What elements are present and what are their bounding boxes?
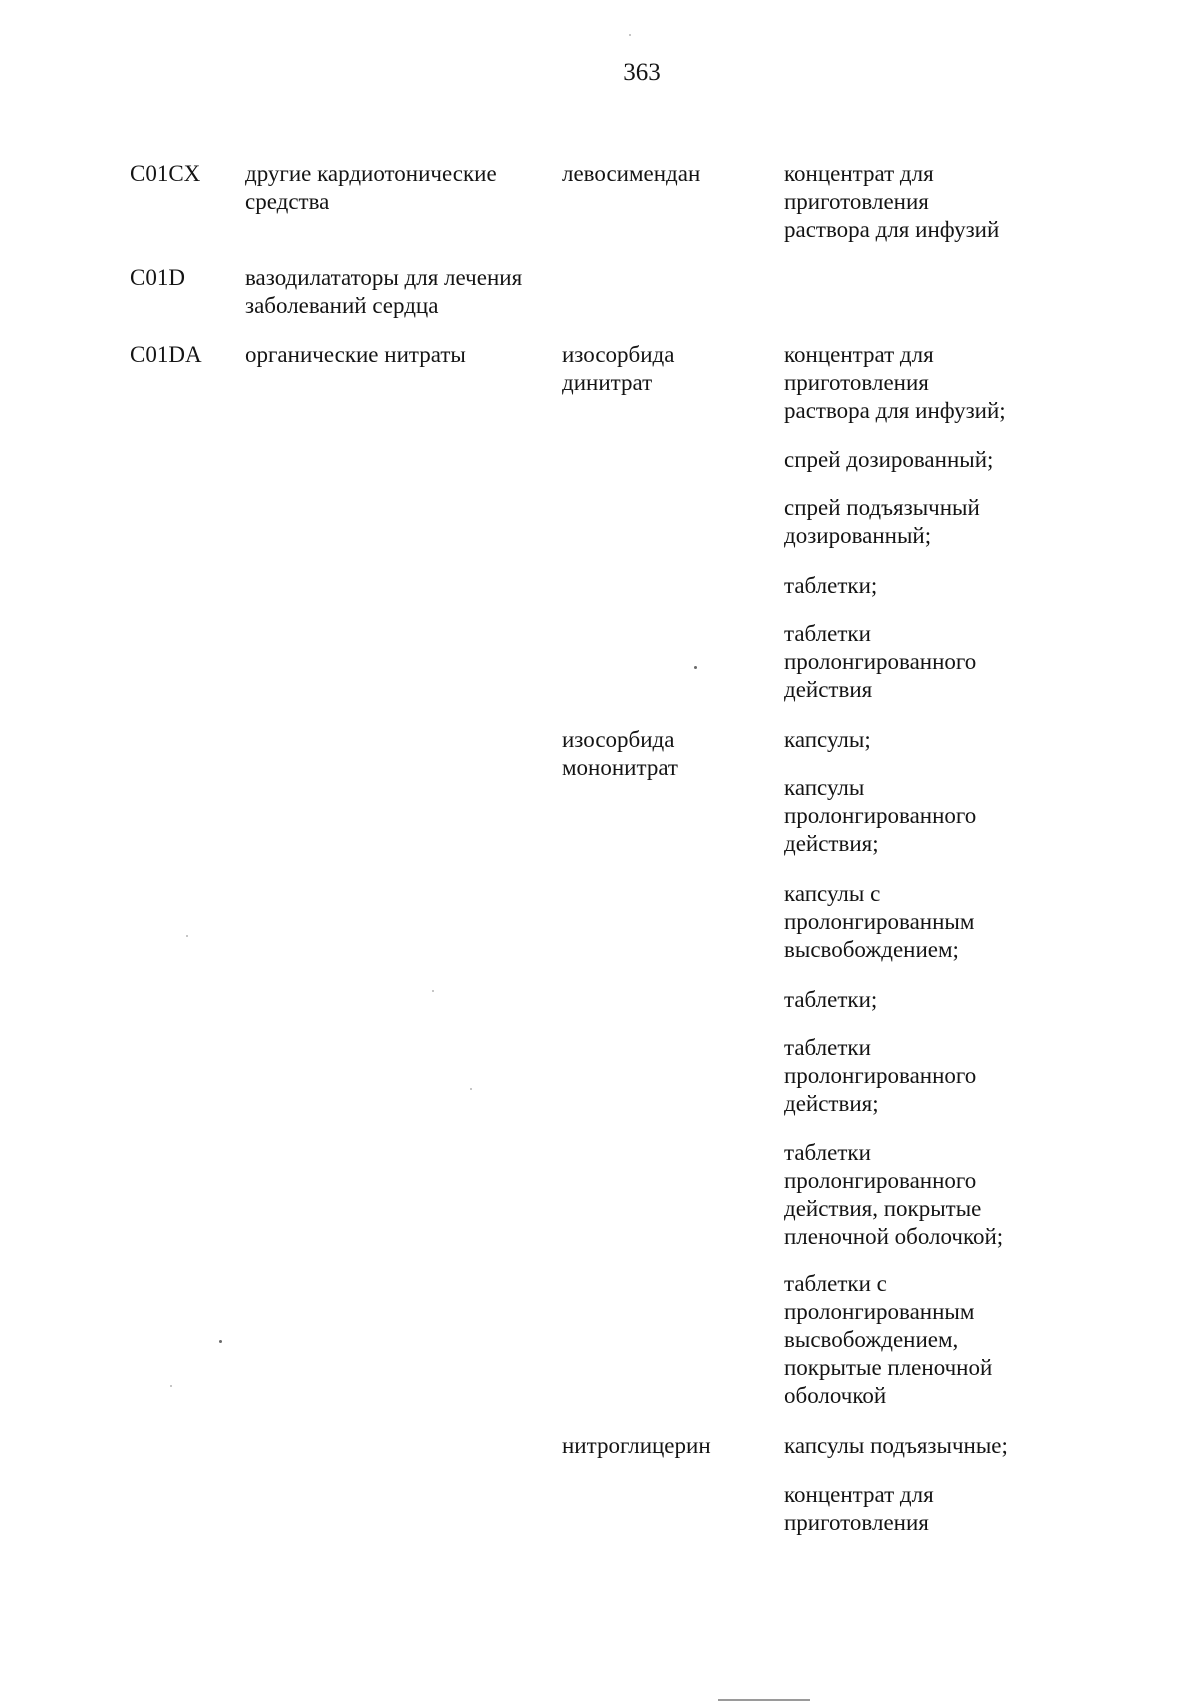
scan-speck — [629, 34, 631, 36]
dosage-form-line: капсулы — [784, 775, 865, 800]
dosage-form-line: пролонгированным — [784, 1299, 975, 1324]
dosage-form-line: дозированный; — [784, 523, 932, 548]
scan-speck — [186, 935, 188, 937]
dosage-form-line: концентрат для — [784, 342, 934, 367]
scan-speck — [170, 1385, 172, 1387]
dosage-form-line: высвобождением, — [784, 1327, 959, 1352]
dosage-form-line: пролонгированным — [784, 909, 975, 934]
dosage-form-line: таблетки — [784, 1140, 871, 1165]
dosage-form-line: пленочной оболочкой; — [784, 1224, 1004, 1249]
dosage-form-line: оболочкой — [784, 1383, 887, 1408]
dosage-form-line: спрей подъязычный — [784, 495, 980, 520]
dosage-form-line: концентрат для — [784, 161, 934, 186]
scan-speck — [219, 1340, 222, 1343]
group-name-line: вазодилататоры для лечения — [245, 265, 523, 290]
dosage-form-line: капсулы; — [784, 727, 871, 752]
dosage-form-line: капсулы подъязычные; — [784, 1433, 1008, 1458]
atc-code: C01CX — [130, 161, 201, 186]
drug-name-line: мононитрат — [562, 755, 678, 780]
dosage-form-line: приготовления — [784, 189, 929, 214]
scan-edge-line — [718, 1699, 810, 1701]
drug-name-line: динитрат — [562, 370, 653, 395]
page-number: 363 — [623, 59, 661, 86]
dosage-form-line: таблетки — [784, 621, 871, 646]
dosage-form-line: пролонгированного — [784, 1063, 977, 1088]
drug-name-line: изосорбида — [562, 727, 675, 752]
dosage-form-line: пролонгированного — [784, 803, 977, 828]
dosage-form-line: таблетки; — [784, 987, 878, 1012]
group-name-line: средства — [245, 189, 330, 214]
group-name-line: заболеваний сердца — [245, 293, 439, 318]
dosage-form-line: раствора для инфузий — [784, 217, 1000, 242]
drug-name-line: нитроглицерин — [562, 1433, 711, 1458]
dosage-form-line: таблетки с — [784, 1271, 887, 1296]
scan-speck — [694, 666, 697, 669]
group-name-line: органические нитраты — [245, 342, 466, 367]
atc-code: C01D — [130, 265, 185, 290]
atc-code: C01DA — [130, 342, 202, 367]
dosage-form-line: раствора для инфузий; — [784, 398, 1006, 423]
dosage-form-line: концентрат для — [784, 1482, 934, 1507]
dosage-form-line: капсулы с — [784, 881, 881, 906]
drug-name-line: левосимендан — [562, 161, 701, 186]
dosage-form-line: таблетки; — [784, 573, 878, 598]
dosage-form-line: пролонгированного — [784, 649, 977, 674]
dosage-form-line: действия; — [784, 1091, 879, 1116]
dosage-form-line: действия, покрытые — [784, 1196, 982, 1221]
scan-speck — [432, 990, 434, 992]
group-name-line: другие кардиотонические — [245, 161, 497, 186]
dosage-form-line: приготовления — [784, 370, 929, 395]
dosage-form-line: приготовления — [784, 1510, 929, 1535]
dosage-form-line: покрытые пленочной — [784, 1355, 993, 1380]
dosage-form-line: таблетки — [784, 1035, 871, 1060]
scan-speck — [470, 1088, 472, 1090]
dosage-form-line: высвобождением; — [784, 937, 959, 962]
dosage-form-line: действия — [784, 677, 873, 702]
dosage-form-line: действия; — [784, 831, 879, 856]
dosage-form-line: спрей дозированный; — [784, 447, 994, 472]
drug-name-line: изосорбида — [562, 342, 675, 367]
dosage-form-line: пролонгированного — [784, 1168, 977, 1193]
